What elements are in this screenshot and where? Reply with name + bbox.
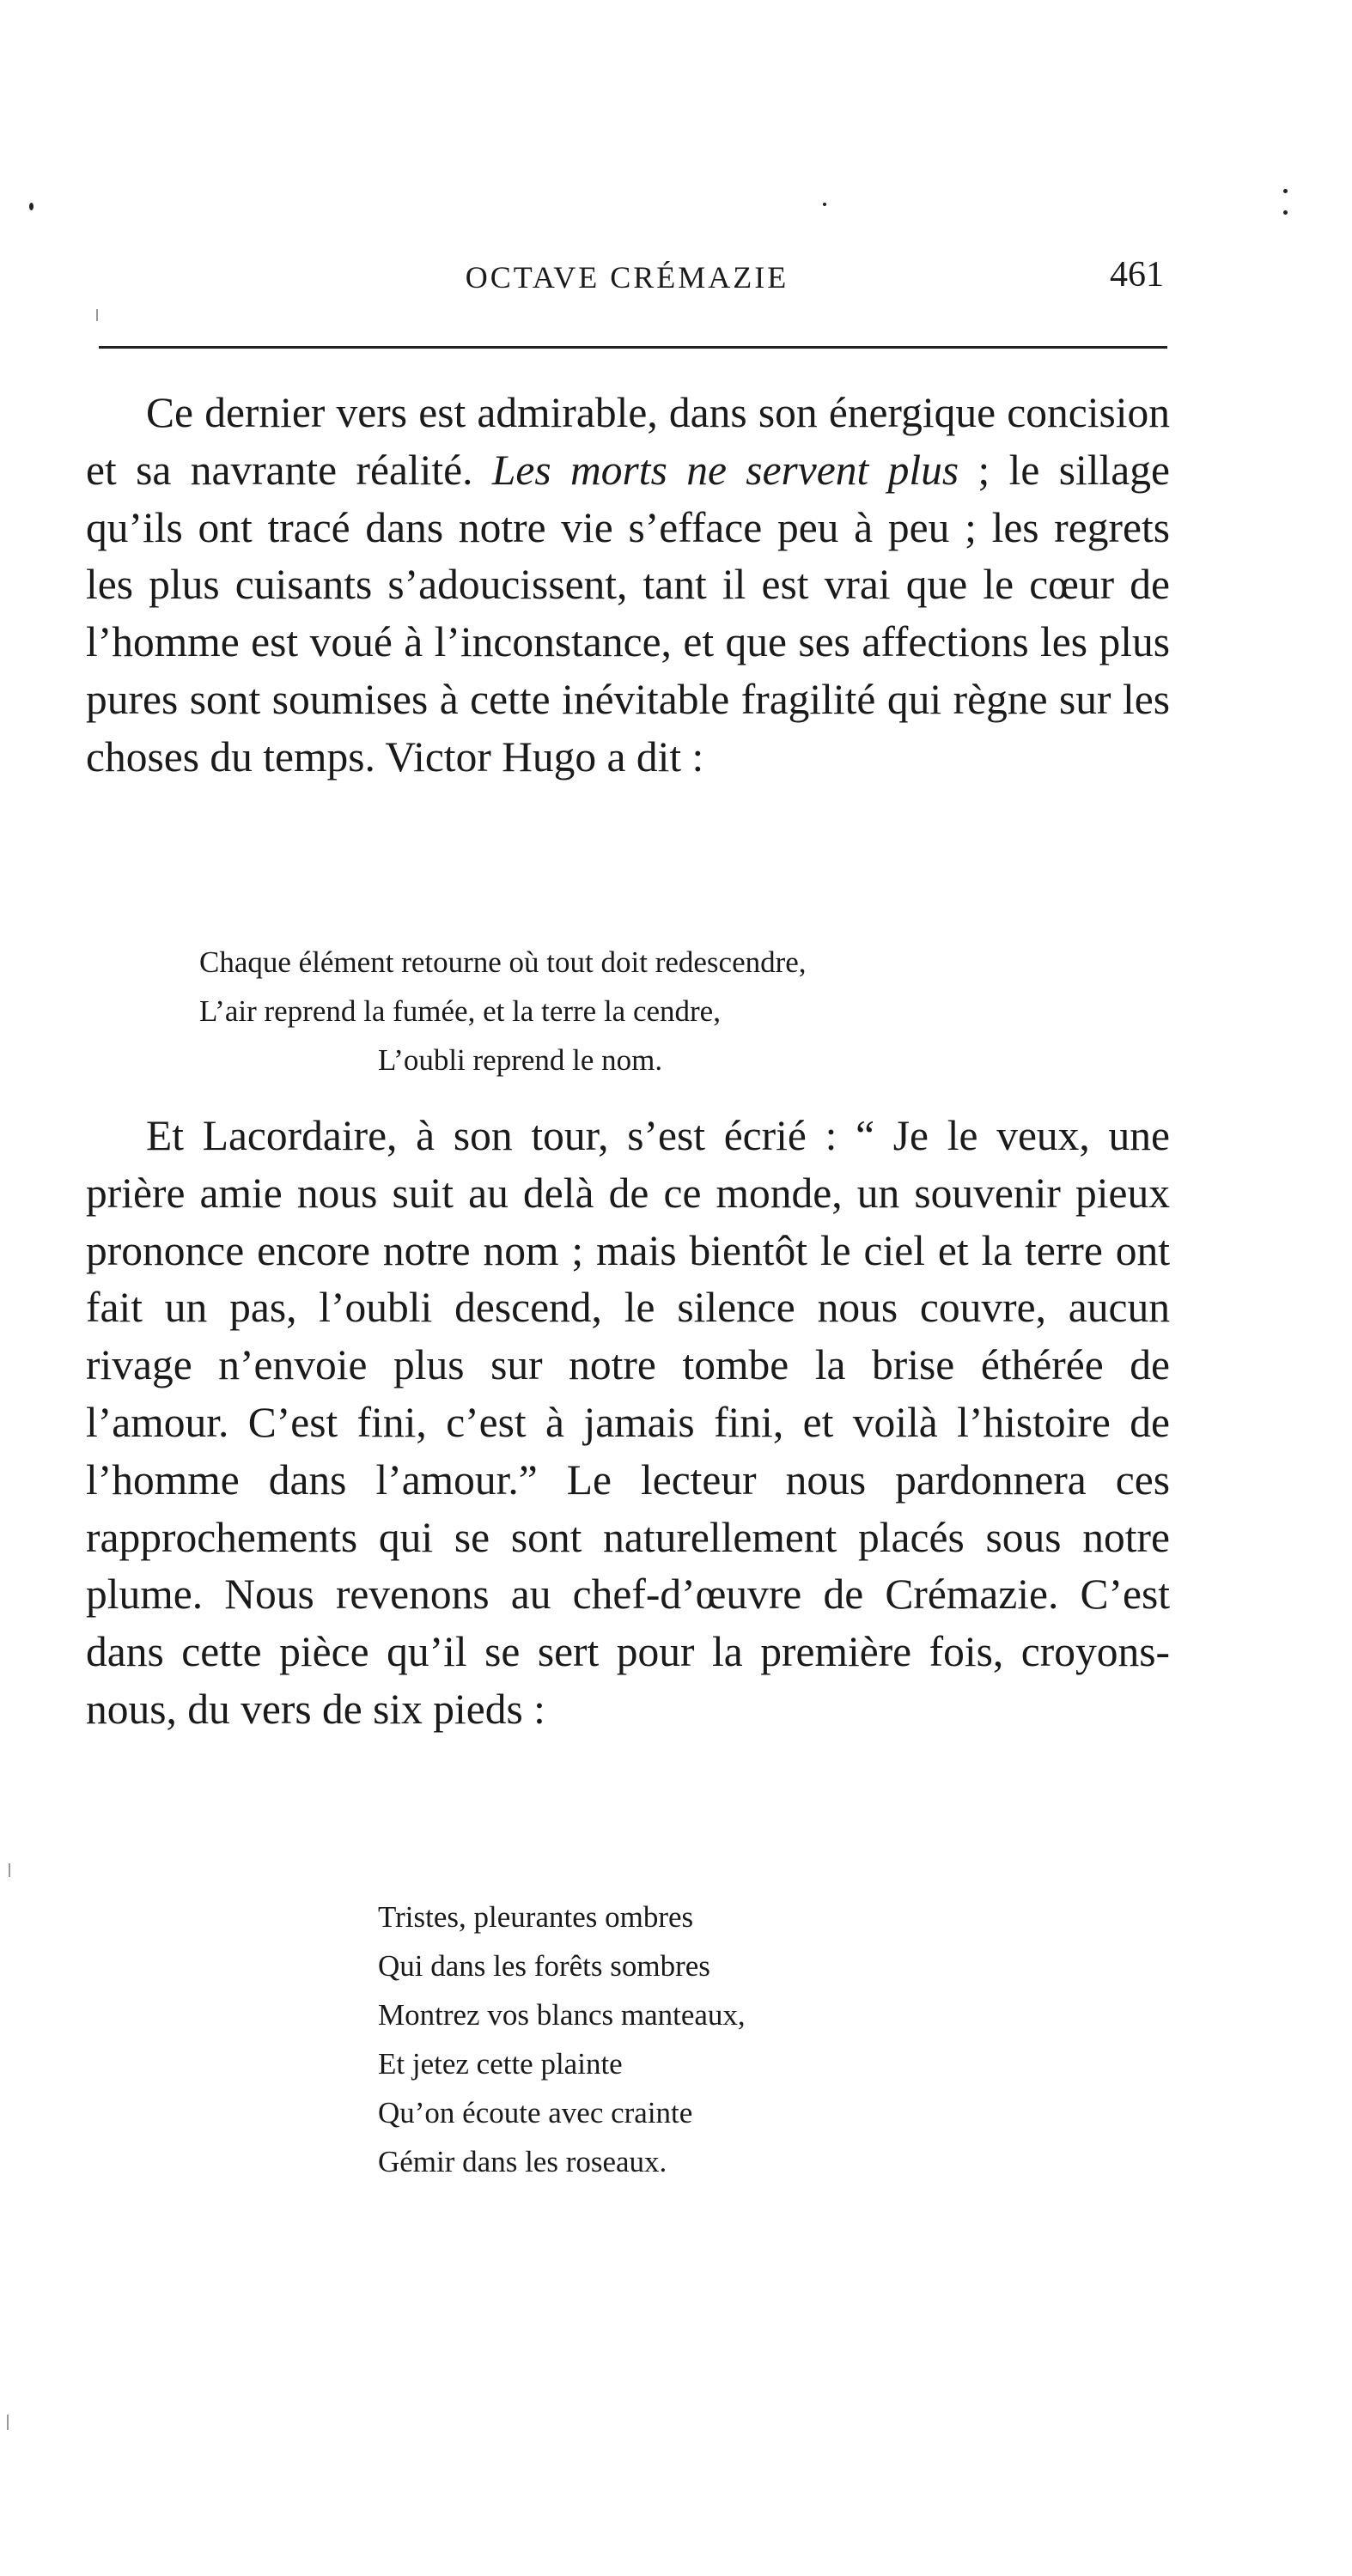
verse-quotation-cremazie <box>378 1893 746 2186</box>
verse-line: Et jetez cette plainte <box>378 2047 623 2081</box>
ink-speck <box>29 203 33 210</box>
page-header <box>90 255 1164 311</box>
verse-line: Tristes, pleurantes ombres <box>378 1900 694 1934</box>
verse-quotation-hugo <box>199 938 807 1084</box>
paragraph-1-text: Ce dernier vers est admirable, dans son énergique concision et sa navrante réalité. <box>86 389 1170 494</box>
paragraph-1-italic: Les morts ne servent plus <box>491 446 959 494</box>
margin-mark <box>96 309 98 321</box>
paragraph-2: Et Lacordaire, à son tour, s’est écrié : “ Je le veux, une prière amie nous suit au delà de ce monde, un souvenir pieux prononce encore notre nom ; mais bientôt le ciel et la terre ont fait un pas, l’oubli descend, le silence nous couvre, aucun rivage n’envoie plus sur notre tombe la brise éthérée de l’amour. C’est fini, c’est à jamais fini, et voilà l’histoire de l’homme dans l’amour.” Le lecteur nous pardonnera ces rapprochements qui se sont naturellement placés sous notre plume. Nous revenons au chef-d’œuvre de Crémazie. C’est dans cette pièce qu’il se sert pour la première fois, croyons-nous, du vers de six pieds : <box>86 1112 1170 1733</box>
verse-line: Gémir dans les roseaux. <box>378 2145 667 2178</box>
verse-line: L’air reprend la fumée, et la terre la cendre, <box>199 994 721 1028</box>
paragraph-1-rest: ; le sillage qu’ils ont tracé dans notre vie s’efface peu à peu ; les regrets les plus cuisants s’adoucissent, tant il est vrai que le cœur de l’homme est voué à l’inconstance, et que ses affections les plus pures sont soumises à cette inévitable fragilité qui règne sur les choses du temps. Victor Hugo a dit : <box>86 446 1170 781</box>
ink-speck <box>823 203 826 206</box>
page-number: 461 <box>1110 255 1164 295</box>
verse-line: Montrez vos blancs manteaux, <box>378 1998 746 2032</box>
paragraph-1 <box>86 385 1170 787</box>
ink-speck <box>1283 210 1288 215</box>
verse-line: L’oubli reprend le nom. <box>378 1043 663 1077</box>
margin-mark <box>7 2415 9 2430</box>
verse-line: Qui dans les forêts sombres <box>378 1949 710 1983</box>
header-rule <box>99 346 1167 349</box>
running-title: OCTAVE CRÉMAZIE <box>465 260 789 295</box>
verse-line: Qu’on écoute avec crainte <box>378 2096 693 2129</box>
verse-line: Chaque élément retourne où tout doit redescendre, <box>199 945 807 979</box>
ink-speck <box>1283 189 1288 193</box>
margin-mark <box>9 1863 10 1877</box>
